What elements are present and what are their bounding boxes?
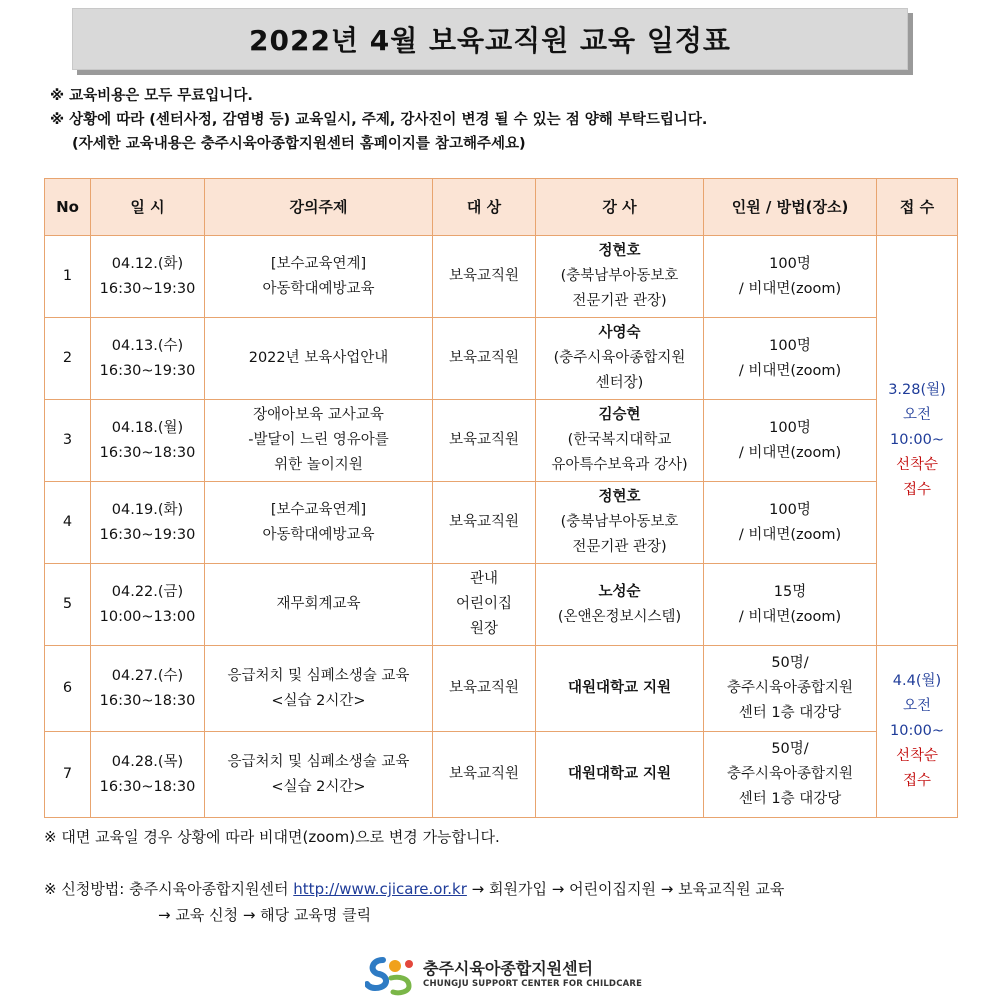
row-instructor [536,564,704,646]
row-capacity [704,646,877,732]
row-capacity [704,236,877,318]
instructor-name: 사영숙 [598,325,641,341]
capacity-line: 센터 1층 대강당 [738,705,842,721]
topic-line: [보수교육연계] [270,255,367,272]
row-capacity [704,318,877,400]
row-date: 04.28.(목) [111,753,184,770]
row-no: 2 [45,318,91,400]
row-topic [205,646,433,732]
registration-cell [877,236,958,646]
row-datetime [91,236,205,318]
col-no: No [45,179,91,236]
capacity-line: 100명 [769,419,811,436]
row-target [433,646,536,732]
row-datetime [91,318,205,400]
instructor-name: 김승현 [598,407,641,423]
target-line: 보육교직원 [448,268,520,284]
topic-line: <실습 2시간> [271,692,366,709]
row-capacity [704,564,877,646]
capacity-line: 100명 [769,255,811,272]
topic-line: 아동학대예방교육 [262,526,375,543]
capacity-line: 충주시육아종합지원 [726,766,854,782]
instructor-affiliation: (온앤온정보시스템) [557,608,682,625]
row-no: 4 [45,482,91,564]
reg-date: 3.28(월) [888,382,946,398]
col-topic: 강의주제 [205,179,433,236]
capacity-line: 충주시육아종합지원 [726,680,854,696]
capacity-line: / 비대면(zoom) [738,444,842,461]
row-date: 04.27.(수) [111,667,184,684]
row-topic [205,564,433,646]
row-no: 3 [45,400,91,482]
topic-line: -발달이 느린 영유아를 [248,432,389,448]
instructor-name: 대원대학교 지원 [567,766,672,782]
row-target [433,318,536,400]
reg-status: 접수 [902,482,931,498]
row-target [433,482,536,564]
row-time: 10:00~13:00 [99,608,196,625]
notice-block [50,84,970,156]
zoom-note: ※ 대면 교육일 경우 상황에 따라 비대면(zoom)으로 변경 가능합니다. [44,828,500,846]
center-logo [365,952,642,996]
row-datetime [91,482,205,564]
table-row [45,318,958,400]
col-capacity-line2: / 방법(장소) [765,197,849,216]
target-line: 보육교직원 [448,514,520,530]
table-row [45,236,958,318]
reg-when: 오전 [902,407,931,423]
row-datetime [91,564,205,646]
row-target [433,236,536,318]
reg-when: 오전 [902,698,931,714]
instructor-affiliation: (충주시육아종합지원 [553,350,686,366]
capacity-line: 50명/ [771,655,809,671]
instructor-affiliation: (충북남부아동보호 [560,268,679,284]
row-instructor [536,732,704,818]
topic-line: 위한 놀이지원 [274,457,363,473]
col-instructor: 강 사 [536,179,704,236]
row-datetime [91,400,205,482]
row-time: 16:30~18:30 [99,692,196,709]
schedule-table [44,178,958,818]
row-time: 16:30~19:30 [99,280,196,297]
topic-line: [보수교육연계] [270,501,367,518]
row-instructor [536,400,704,482]
row-no: 5 [45,564,91,646]
reg-time: 10:00~ [890,723,944,739]
target-line: 보육교직원 [448,350,520,366]
row-capacity [704,400,877,482]
instructor-affiliation: 유아특수보육과 강사) [551,457,688,473]
col-registration: 접 수 [877,179,958,236]
capacity-line: 100명 [769,337,811,354]
instructor-affiliation: 전문기관 관장) [572,293,667,309]
target-line: 원장 [469,621,498,637]
table-row [45,482,958,564]
apply-instructions [44,876,974,928]
col-capacity-line1: 인원 [731,197,761,216]
center-logo-icon [365,952,417,996]
row-date: 04.22.(금) [111,583,184,600]
topic-line: 응급처치 및 심폐소생술 교육 [227,667,410,684]
row-no: 7 [45,732,91,818]
row-time: 16:30~19:30 [99,362,196,379]
row-time: 16:30~18:30 [99,778,196,795]
instructor-affiliation: 전문기관 관장) [572,539,667,555]
row-target [433,732,536,818]
col-datetime: 일 시 [91,179,205,236]
capacity-line: / 비대면(zoom) [738,280,842,297]
row-no: 1 [45,236,91,318]
apply-line-1 [44,876,974,902]
row-topic [205,318,433,400]
instructor-affiliation: 센터장) [595,375,644,391]
col-target: 대 상 [433,179,536,236]
target-line: 보육교직원 [448,680,520,696]
title-banner [72,8,908,70]
row-date: 04.18.(월) [111,419,184,436]
capacity-line: 센터 1층 대강당 [738,791,842,807]
capacity-line: / 비대면(zoom) [738,526,842,543]
row-target [433,400,536,482]
table-row [45,400,958,482]
topic-line: <실습 2시간> [271,778,366,795]
apply-prefix: ※ 신청방법: 충주시육아종합지원센터 [44,880,289,898]
reg-time: 10:00~ [890,432,944,448]
capacity-line: 50명/ [771,741,809,757]
apply-steps-2: → 교육 신청 → 해당 교육명 클릭 [158,906,372,924]
topic-line: 응급처치 및 심폐소생술 교육 [227,753,410,770]
row-datetime [91,732,205,818]
page-title: 2022년 4월 보육교직원 교육 일정표 [249,24,731,57]
reg-method: 선착순 [895,457,939,473]
table-row [45,564,958,646]
row-topic [205,236,433,318]
row-capacity [704,732,877,818]
instructor-name: 정현호 [598,489,641,505]
notice-change: ※ 상황에 따라 (센터사정, 감염병 등) 교육일시, 주제, 강사진이 변경 될 수 있는 점 양해 부탁드립니다. [50,112,708,128]
reg-date: 4.4(월) [892,673,942,689]
instructor-name: 대원대학교 지원 [567,680,672,696]
table-row [45,732,958,818]
row-date: 04.19.(화) [111,501,184,518]
instructor-name: 정현호 [598,243,641,259]
registration-cell [877,646,958,818]
reg-status: 접수 [902,773,931,789]
row-topic [205,732,433,818]
capacity-line: / 비대면(zoom) [738,608,842,625]
col-capacity [704,179,877,236]
topic-line: 재무회계교육 [276,596,361,612]
row-no: 6 [45,646,91,732]
row-instructor [536,482,704,564]
logo-name-ko: 충주시육아종합지원센터 [423,959,594,978]
capacity-line: 100명 [769,501,811,518]
row-date: 04.12.(화) [111,255,184,272]
topic-line: 장애아보육 교사교육 [253,407,384,423]
row-topic [205,400,433,482]
capacity-line: 15명 [773,583,807,600]
topic-line: 2022년 보육사업안내 [248,350,389,366]
reg-method: 선착순 [895,748,939,764]
row-topic [205,482,433,564]
row-instructor [536,318,704,400]
apply-steps-1: → 회원가입 → 어린이집지원 → 보육교직원 교육 [471,880,785,898]
logo-name-en: CHUNGJU SUPPORT CENTER FOR CHILDCARE [423,979,643,989]
capacity-line: / 비대면(zoom) [738,362,842,379]
notice-free: ※ 교육비용은 모두 무료입니다. [50,88,253,104]
table-header-row [45,179,958,236]
row-instructor [536,236,704,318]
instructor-name: 노성순 [598,583,641,600]
target-line: 보육교직원 [448,432,520,448]
instructor-affiliation: (충북남부아동보호 [560,514,679,530]
homepage-link[interactable]: http://www.cjicare.or.kr [293,880,467,898]
topic-line: 아동학대예방교육 [262,280,375,297]
notice-homepage: (자세한 교육내용은 충주시육아종합지원센터 홈페이지를 참고해주세요) [72,136,526,152]
instructor-affiliation: (한국복지대학교 [567,432,672,448]
row-capacity [704,482,877,564]
table-row [45,646,958,732]
target-line: 보육교직원 [448,766,520,782]
target-line: 관내 [469,571,498,587]
row-date: 04.13.(수) [111,337,184,354]
row-target [433,564,536,646]
row-datetime [91,646,205,732]
row-time: 16:30~18:30 [99,444,196,461]
row-time: 16:30~19:30 [99,526,196,543]
row-instructor [536,646,704,732]
target-line: 어린이집 [455,596,513,612]
